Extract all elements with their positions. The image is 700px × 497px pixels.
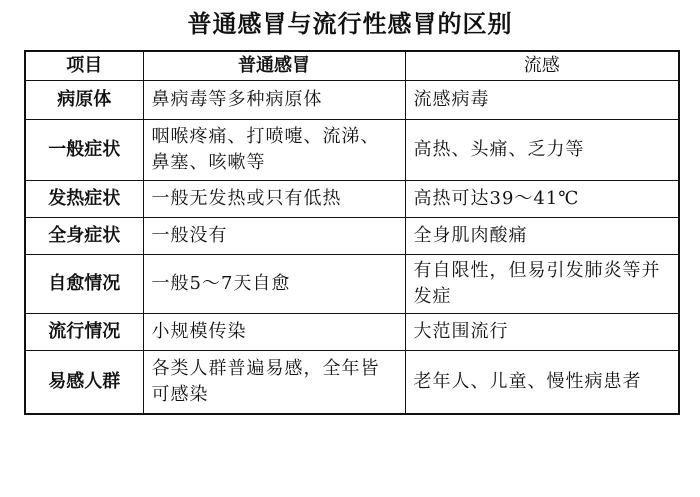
common-cold-cell: 小规模传染 — [143, 314, 405, 351]
table-row — [25, 181, 679, 218]
flu-cell: 全身肌肉酸痛 — [405, 218, 679, 255]
table-row — [25, 81, 679, 120]
table-header-row — [25, 51, 679, 81]
page-title: 普通感冒与流行性感冒的区别 — [187, 10, 513, 38]
flu-cell: 流感病毒 — [405, 81, 679, 120]
header-common-cold: 普通感冒 — [143, 51, 405, 81]
common-cold-cell: 一般无发热或只有低热 — [143, 181, 405, 218]
common-cold-cell: 一般5～7天自愈 — [143, 255, 405, 314]
common-cold-cell: 一般没有 — [143, 218, 405, 255]
flu-cell: 大范围流行 — [405, 314, 679, 351]
row-item-label: 易感人群 — [25, 351, 143, 415]
flu-cell: 有自限性，但易引发肺炎等并发症 — [405, 255, 679, 314]
common-cold-cell: 鼻病毒等多种病原体 — [143, 81, 405, 120]
flu-cell: 老年人、儿童、慢性病患者 — [405, 351, 679, 415]
flu-cell: 高热可达39～41℃ — [405, 181, 679, 218]
row-item-label: 一般症状 — [25, 120, 143, 181]
table-row — [25, 218, 679, 255]
header-flu: 流感 — [405, 51, 679, 81]
row-item-label: 自愈情况 — [25, 255, 143, 314]
flu-cell: 高热、头痛、乏力等 — [405, 120, 679, 181]
table-row — [25, 255, 679, 314]
row-item-label: 病原体 — [25, 81, 143, 120]
table-row — [25, 351, 679, 415]
table-row — [25, 314, 679, 351]
row-item-label: 流行情况 — [25, 314, 143, 351]
common-cold-cell: 咽喉疼痛、打喷嚏、流涕、鼻塞、咳嗽等 — [143, 120, 405, 181]
row-item-label: 发热症状 — [25, 181, 143, 218]
comparison-table — [24, 50, 680, 415]
header-item: 项目 — [25, 51, 143, 81]
common-cold-cell: 各类人群普遍易感，全年皆可感染 — [143, 351, 405, 415]
table-row — [25, 120, 679, 181]
row-item-label: 全身症状 — [25, 218, 143, 255]
